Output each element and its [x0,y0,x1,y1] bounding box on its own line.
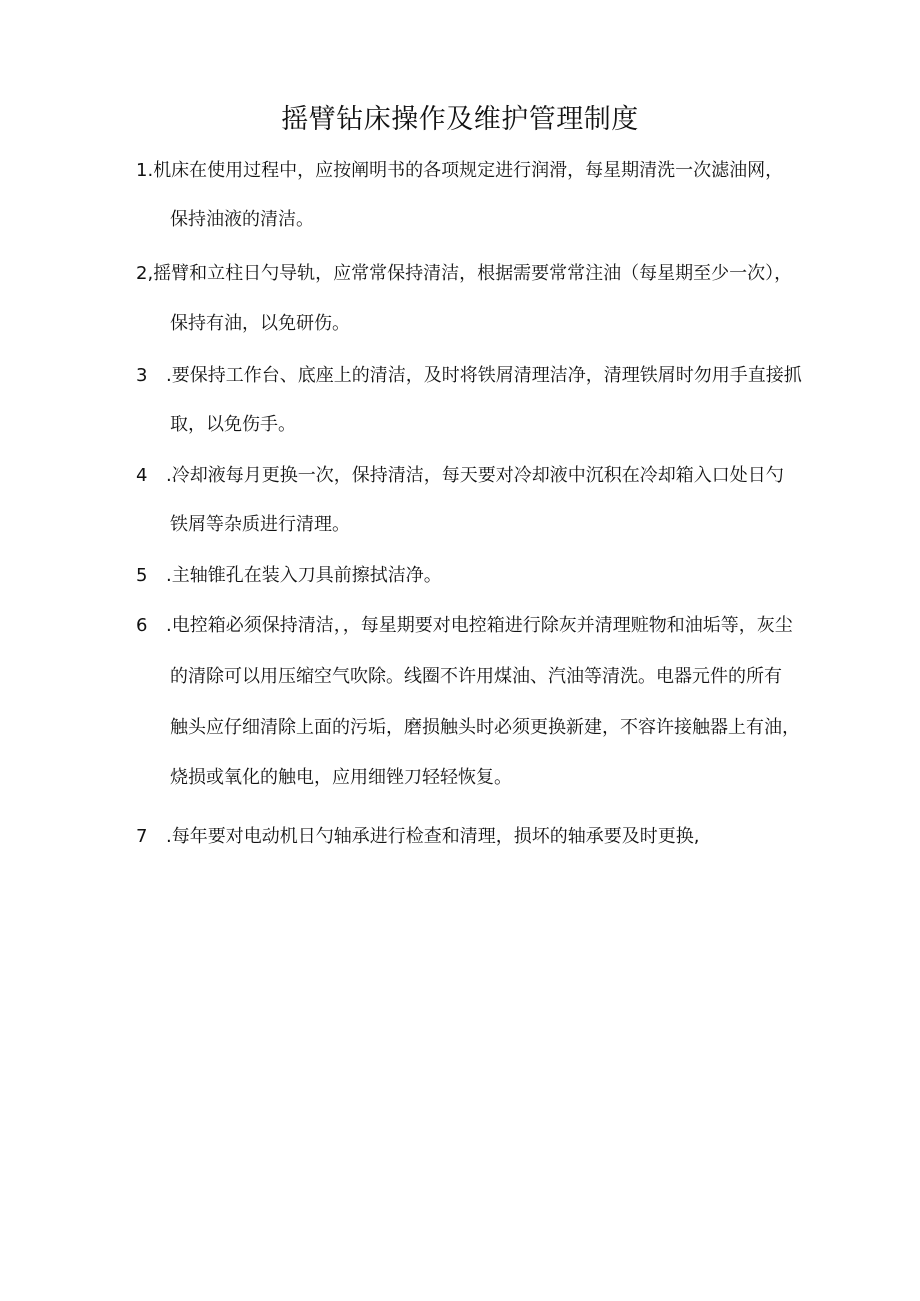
item-4-line-1 [136,462,784,490]
item-2-number: 2, [136,263,154,284]
item-2-text-1: 摇臂和立柱日勺导轨，应常常保持清洁，根据需要常常注油（每星期至少一次）， [153,263,793,284]
item-6-line-3: 触头应仔细清除上面的污垢，磨损触头时必须更换新建，不容许接触器上有油， [170,717,800,738]
item-6-line-4: 烧损或氧化的触电，应用细锉刀轻轻恢复。 [170,767,512,788]
item-1-number: 1. [136,160,154,181]
item-3-line-2: 取，以免伤手。 [170,414,296,435]
item-2-line-2: 保持有油，以免研伤。 [170,313,350,334]
item-6-text-1: .电控箱必须保持清洁，，每星期要对电控箱进行除灰并清理赃物和油垢等，灰尘 [166,615,793,636]
item-4-number: 4 [136,465,148,486]
item-3-number: 3 [136,365,148,386]
document-title: 摇臂钻床操作及维护管理制度 [281,104,639,135]
item-3-text-1: .要保持工作台、底座上的清洁，及时将铁屑清理洁净，清理铁屑时勿用手直接抓 [166,365,802,386]
item-6-line-2: 的清除可以用压缩空气吹除。线圈不许用煤油、汽油等清洗。电器元件的所有 [170,666,782,687]
item-5-number: 5 [136,565,148,586]
item-5-text-1: .主轴锥孔在装入刀具前擦拭洁净。 [166,565,442,586]
item-7-text-1: .每年要对电动机日勺轴承进行检查和清理，损坏的轴承要及时更换, [166,826,700,847]
item-5-line-1 [136,562,442,590]
item-2-line-1 [136,260,792,288]
item-1-line-1 [136,157,783,185]
item-4-line-2: 铁屑等杂质进行清理。 [170,514,350,535]
item-1-line-2: 保持油液的清洁。 [170,209,314,230]
item-6-line-1 [136,612,793,640]
item-3-line-1 [136,362,802,390]
item-4-text-1: .冷却液每月更换一次，保持清洁，每天要对冷却液中沉积在冷却箱入口处日勺 [166,465,784,486]
item-7-number: 7 [136,826,148,847]
item-7-line-1 [136,823,699,851]
item-6-number: 6 [136,615,148,636]
item-1-text-1: 机床在使用过程中，应按阐明书的各项规定进行润滑，每星期清洗一次滤油网， [153,160,784,181]
